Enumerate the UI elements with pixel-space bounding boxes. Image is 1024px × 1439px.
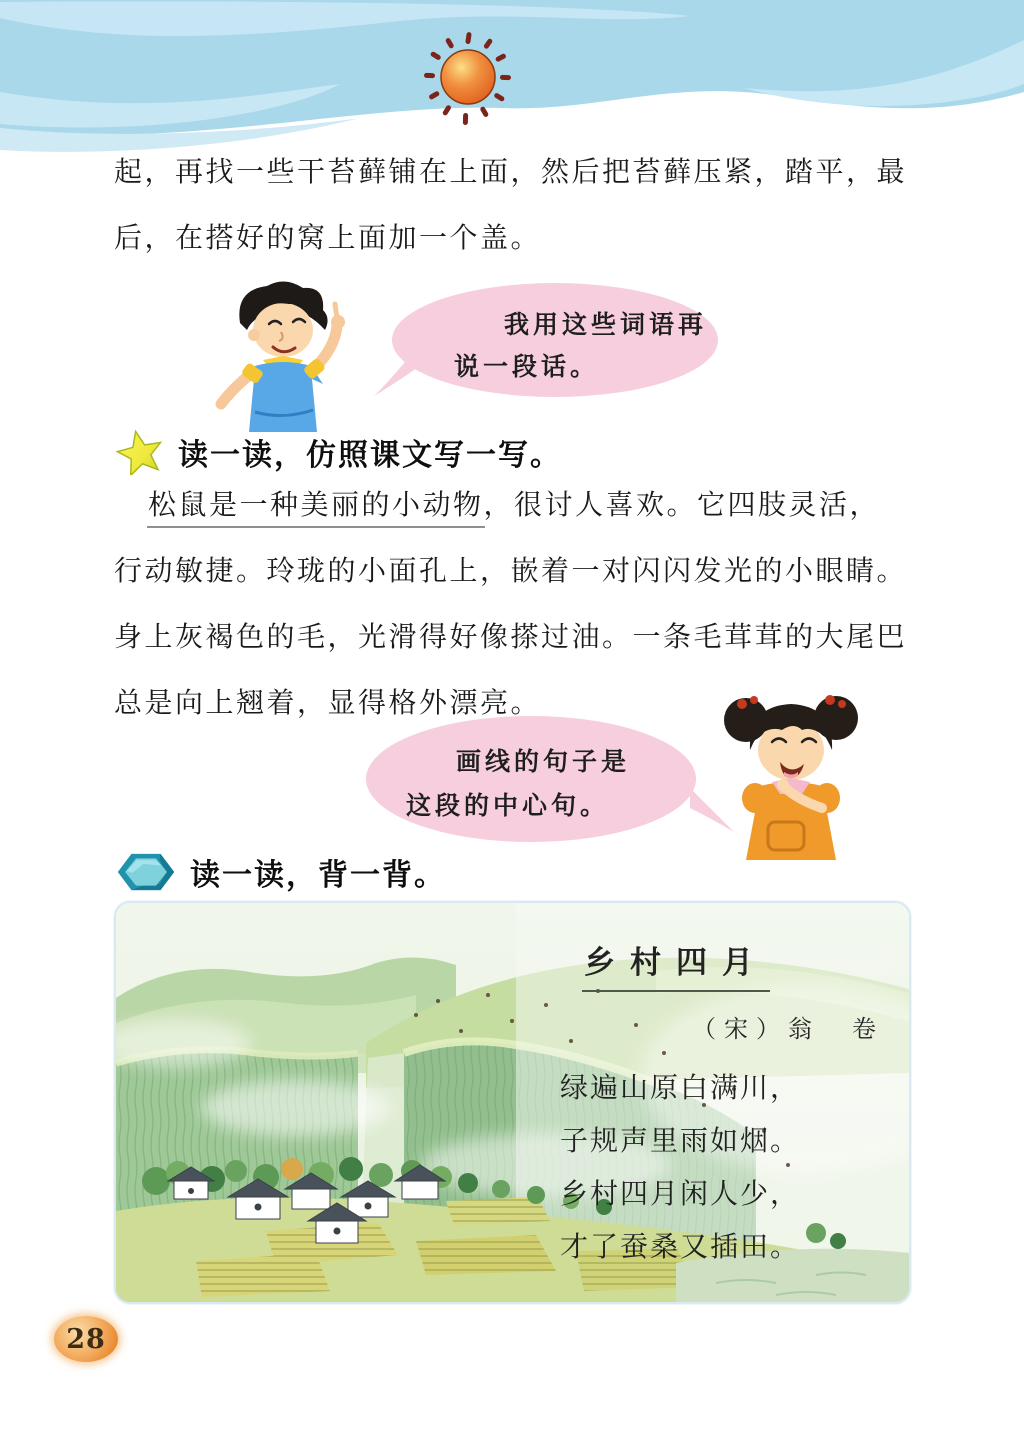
hexagon-icon (116, 849, 176, 895)
paragraph-line: 松鼠是一种美丽的小动物，很讨人喜欢。它四肢灵活， (148, 488, 881, 521)
section-heading-read-write (116, 428, 562, 476)
paragraph-line: 身上灰褐色的毛，光滑得好像搽过油。一条毛茸茸的大尾巴 (114, 620, 908, 653)
intro-line: 起，再找一些干苔藓铺在上面，然后把苔藓压紧，踏平，最 (114, 155, 908, 188)
poem-line: 乡村四月闲人少， (560, 1177, 801, 1210)
intro-line: 后，在搭好的窝上面加一个盖。 (114, 221, 542, 254)
bubble-line: 说一段话。 (454, 352, 600, 381)
intro-paragraph (114, 139, 914, 271)
poem-title: 乡村四月 (582, 937, 770, 992)
speech-bubble-tail (372, 338, 424, 400)
girl-illustration (698, 688, 893, 864)
center-sentence-underline (147, 526, 485, 528)
heading-label: 读一读，背一背。 (190, 858, 446, 893)
poem-body (560, 1061, 800, 1273)
poem-line: 子规声里雨如烟。 (560, 1124, 801, 1157)
star-icon (116, 429, 164, 475)
bubble-line: 画线的句子是 (456, 747, 631, 776)
boy-illustration (185, 278, 390, 434)
heading-label: 读一读，仿照课文写一写。 (178, 438, 562, 473)
bubble-line: 这段的中心句。 (406, 791, 610, 820)
paragraph-line: 总是向上翘着，显得格外漂亮。 (114, 686, 542, 719)
page-number: 28 (66, 1323, 106, 1355)
landscape-painting (114, 901, 911, 1304)
poem-line: 绿遍山原白满川， (560, 1071, 801, 1104)
section-heading-read-recite (116, 848, 446, 896)
poem-author: （宋）翁 卷 (692, 1015, 884, 1043)
page-number-badge (54, 1316, 118, 1362)
girl-speech-bubble (366, 716, 696, 842)
sun-icon (420, 30, 516, 126)
bubble-line: 我用这些词语再 (504, 310, 708, 339)
poem-line: 才了蚕桑又插田。 (560, 1230, 801, 1263)
paragraph-line: 行动敏捷。玲珑的小面孔上，嵌着一对闪闪发光的小眼睛。 (114, 554, 908, 587)
boy-speech-bubble (392, 283, 718, 397)
